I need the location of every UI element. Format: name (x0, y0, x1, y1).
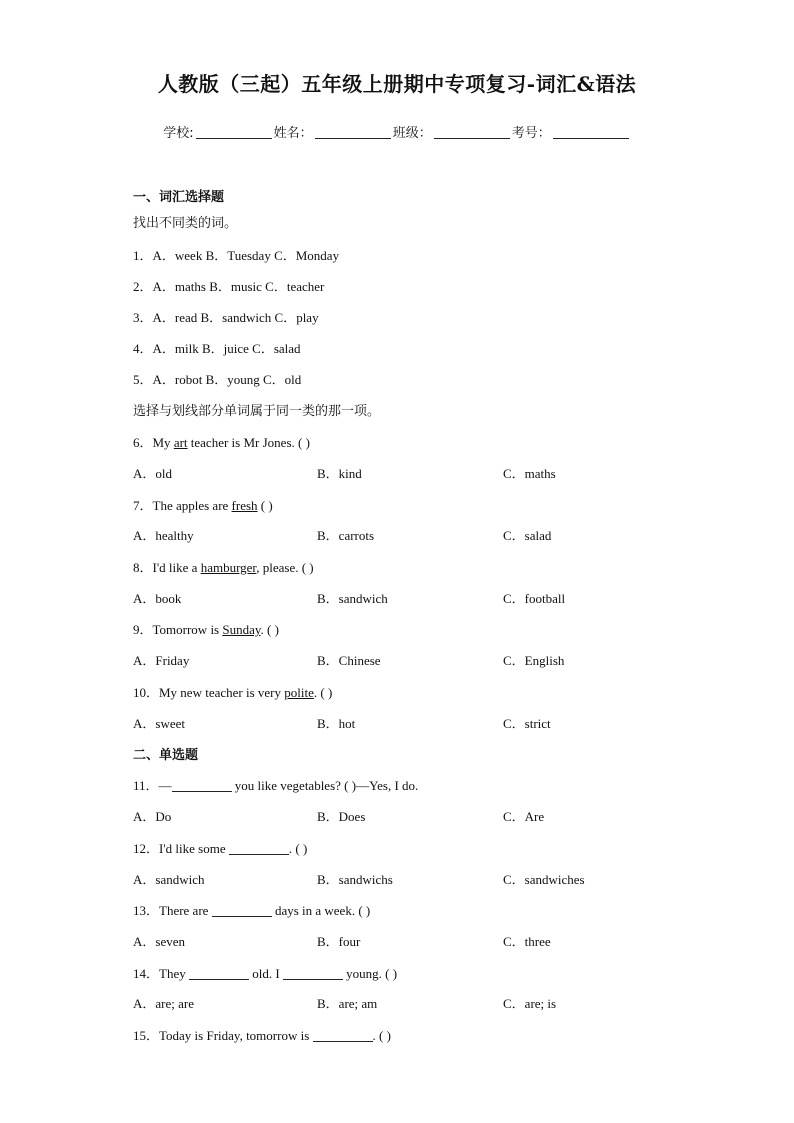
answer-blank (212, 904, 272, 917)
option-c: C．Are (503, 809, 545, 824)
question-11: 11．— you like vegetables? ( )—Yes, I do. (133, 778, 419, 793)
underlined-word: hamburger (200, 560, 257, 575)
option-a: A．sweet (133, 716, 185, 731)
option-a: A．Do (133, 809, 172, 824)
question-14: 14．They old. I young. ( ) (133, 966, 398, 981)
option-a: A．are; are (133, 996, 194, 1011)
question-2: 2．A．maths B．music C．teacher (133, 279, 325, 294)
question-13: 13．There are days in a week. ( ) (133, 903, 371, 918)
underlined-word: polite (284, 685, 314, 700)
question-12: 12．I'd like some . ( ) (133, 841, 308, 856)
answer-blank (172, 779, 232, 792)
answer-blank (229, 842, 289, 855)
school-blank (196, 124, 272, 139)
answer-blank (189, 967, 249, 980)
underlined-word: art (173, 435, 188, 450)
instruction-odd-one-out: 找出不同类的词。 (133, 216, 238, 231)
option-a: A．seven (133, 934, 185, 949)
option-c: C．are; is (503, 996, 557, 1011)
option-c: C．English (503, 653, 565, 668)
class-label: 班级： (392, 126, 432, 141)
option-c: C．sandwiches (503, 872, 585, 887)
option-a: A．book (133, 591, 182, 606)
question-5: 5．A．robot B．young C．old (133, 372, 302, 387)
option-b: B．four (317, 934, 361, 949)
number-blank (553, 124, 629, 139)
question-8: 8．I'd like a hamburger, please. ( ) (133, 560, 314, 575)
option-b: B．sandwich (317, 591, 388, 606)
page-title: 人教版（三起）五年级上册期中专项复习-词汇&语法 (157, 72, 637, 96)
question-15: 15．Today is Friday, tomorrow is . ( ) (133, 1028, 391, 1043)
underlined-word: Sunday (222, 622, 261, 637)
option-c: C．strict (503, 716, 551, 731)
school-label: 学校: (163, 126, 194, 141)
name-label: 姓名： (273, 126, 313, 141)
option-b: B．sandwichs (317, 872, 393, 887)
section-heading-single-choice: 二、单选题 (133, 748, 199, 763)
option-b: B．kind (317, 466, 362, 481)
option-a: A．Friday (133, 653, 190, 668)
student-info (0, 122, 794, 141)
question-3: 3．A．read B．sandwich C．play (133, 310, 319, 325)
option-a: A．sandwich (133, 872, 205, 887)
option-b: B．Chinese (317, 653, 381, 668)
option-c: C．salad (503, 528, 552, 543)
class-blank (434, 124, 510, 139)
option-c: C．three (503, 934, 551, 949)
question-7: 7．The apples are fresh ( ) (133, 498, 273, 513)
answer-blank (283, 967, 343, 980)
option-a: A．healthy (133, 528, 194, 543)
question-4: 4．A．milk B．juice C．salad (133, 341, 301, 356)
question-10: 10．My new teacher is very polite. ( ) (133, 685, 333, 700)
option-c: C．maths (503, 466, 556, 481)
option-c: C．football (503, 591, 566, 606)
section-heading-vocab: 一、词汇选择题 (133, 190, 225, 205)
question-1: 1．A．week B．Tuesday C．Monday (133, 248, 340, 263)
option-b: B．Does (317, 809, 366, 824)
question-9: 9．Tomorrow is Sunday. ( ) (133, 622, 279, 637)
name-blank (315, 124, 391, 139)
answer-blank (313, 1029, 373, 1042)
instruction-same-category: 选择与划线部分单词属于同一类的那一项。 (133, 404, 381, 419)
underlined-word: fresh (231, 498, 258, 513)
option-b: B．hot (317, 716, 356, 731)
option-b: B．carrots (317, 528, 375, 543)
question-6: 6．My art teacher is Mr Jones. ( ) (133, 435, 310, 450)
number-label: 考号： (511, 126, 551, 141)
option-a: A．old (133, 466, 173, 481)
option-b: B．are; am (317, 996, 378, 1011)
